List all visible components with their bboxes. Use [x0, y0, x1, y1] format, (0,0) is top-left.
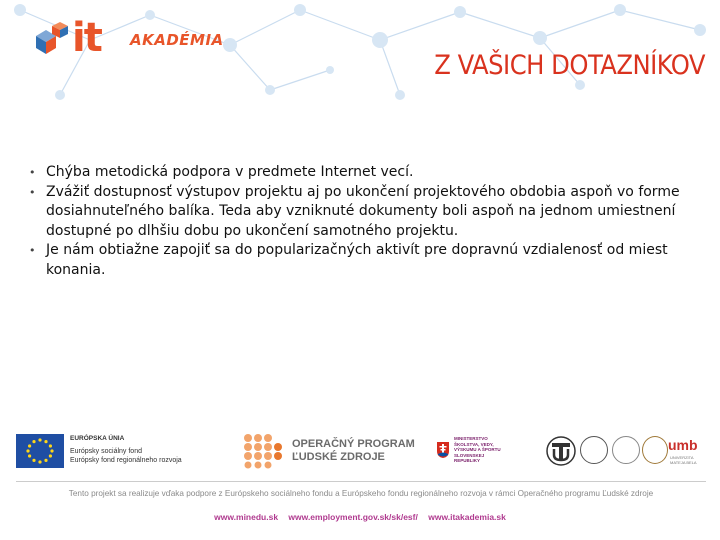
footer-links — [0, 512, 720, 522]
eu-heading: EURÓPSKA ÚNIA — [70, 435, 125, 442]
logo-akademia-text: AKADÉMIA — [130, 31, 224, 49]
umb-logo-text: umb — [668, 437, 698, 453]
bullet-list — [26, 163, 706, 280]
bullet-icon: • — [29, 166, 36, 179]
link-employment[interactable]: www.employment.gov.sk/sk/esf/ — [288, 512, 418, 522]
page-title: Z VAŠICH DOTAZNÍKOV — [434, 50, 705, 81]
ministry-text: MINISTERSTVO ŠKOLSTVA, VEDY, VÝSKUMU A ŠPORTU SLOVENSKEJ REPUBLIKY — [454, 436, 501, 463]
link-itakademia[interactable]: www.itakademia.sk — [428, 512, 506, 522]
itakademia-logo — [28, 14, 224, 64]
eu-text — [70, 434, 190, 465]
bullet-icon: • — [29, 244, 36, 257]
op-text — [292, 438, 415, 464]
university-seal-icon — [580, 436, 608, 464]
bullet-icon: • — [29, 185, 36, 199]
list-item — [26, 241, 706, 280]
op-line-1: OPERAČNÝ PROGRAM — [292, 438, 415, 450]
cube-logo-icon — [28, 18, 72, 62]
eu-flag-icon — [16, 434, 64, 468]
eu-line-1: Európsky sociálny fond — [70, 448, 142, 455]
slovak-coat-of-arms-icon — [436, 441, 450, 459]
logo-it-text: it — [72, 15, 101, 61]
list-item — [26, 163, 706, 183]
op-line-2: ĽUDSKÉ ZDROJE — [292, 451, 385, 463]
list-item-text: Je nám obtiažne zapojiť sa do popularizačných aktivít pre dopravnú vzdialenosť od miest konania. — [46, 242, 668, 278]
university-seal-icon — [612, 436, 640, 464]
footer-note: Tento projekt sa realizuje vďaka podpore z Európskeho sociálneho fondu a Európskeho fondu regionálneho rozvoja v rámci Operačného programu Ľudské zdroje — [68, 489, 654, 498]
footer — [0, 425, 720, 540]
umb-subtext: UNIVERZITA MATEJA BELA — [670, 455, 697, 465]
list-item-text: Chýba metodická podpora v predmete Internet vecí. — [46, 164, 414, 180]
university-seal-icon — [642, 436, 668, 464]
link-minedu[interactable]: www.minedu.sk — [214, 512, 279, 522]
footer-divider — [16, 481, 706, 482]
list-item-text: Zvážiť dostupnosť výstupov projektu aj po ukončení projektového obdobia aspoň vo forme dosiahnuteľného balíka. Teda aby vzniknuté dokumenty boli aspoň na jednom umiestnení dostupné po dlhšiu dobu po ukončení samotného projektu. — [46, 183, 680, 239]
tu-logo-icon — [546, 436, 576, 466]
eu-line-2: Európsky fond regionálneho rozvoja — [70, 457, 182, 464]
ministry-logo — [436, 436, 546, 468]
op-dots-icon — [243, 433, 283, 469]
list-item — [26, 183, 706, 242]
